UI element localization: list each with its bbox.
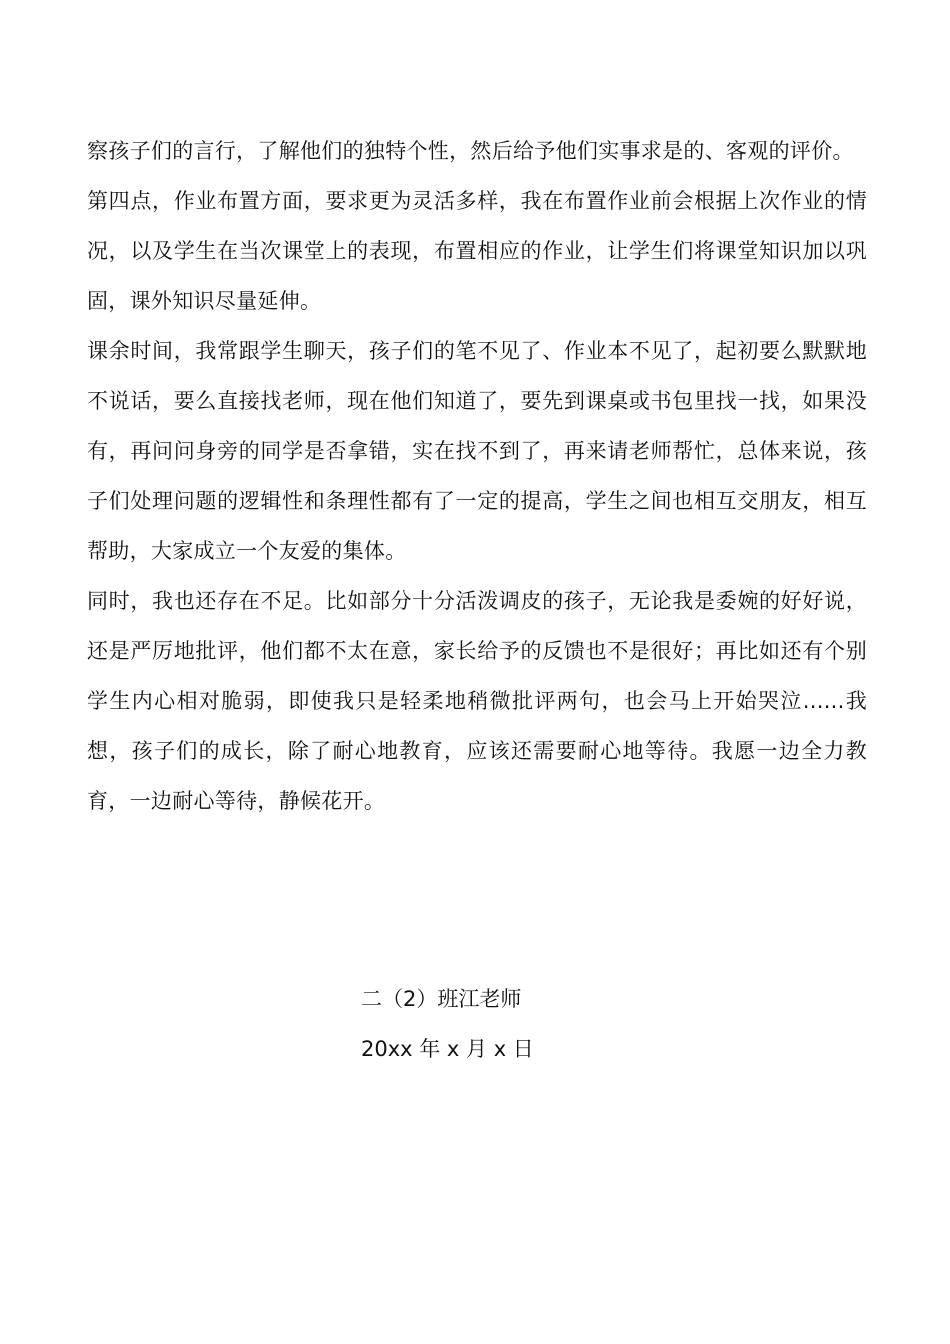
paragraph-1: 察孩子们的言行，了解他们的独特个性，然后给予他们实事求是的、客观的评价。 bbox=[87, 139, 854, 163]
paragraph-2: 第四点，作业布置方面，要求更为灵活多样，我在布置作业前会根据上次作业的情况，以及学生在当次课堂上的表现，布置相应的作业，让学生们将课堂知识加以巩固，课外知识尽量延伸。 bbox=[87, 189, 867, 313]
paragraph-4: 同时，我也还存在不足。比如部分十分活泼调皮的孩子，无论我是委婉的好好说，还是严厉地批评，他们都不太在意，家长给予的反馈也不是很好；再比如还有个别学生内心相对脆弱，即使我只是轻柔地稍微批评两句，也会马上开始哭泣......我想，孩子们的成长，除了耐心地教育，应该还需要耐心地等待。我愿一边全力教育，一边耐心等待，静候花开。 bbox=[87, 589, 867, 813]
signature-block bbox=[361, 974, 681, 1074]
signature-author: 二（2）班江老师 bbox=[361, 987, 522, 1011]
document-body bbox=[87, 126, 867, 826]
signature-date: 20xx 年 x 月 x 日 bbox=[361, 1037, 534, 1061]
paragraph-3: 课余时间，我常跟学生聊天，孩子们的笔不见了、作业本不见了，起初要么默默地不说话，要么直接找老师，现在他们知道了，要先到课桌或书包里找一找，如果没有，再问问身旁的同学是否拿错，实在找不到了，再来请老师帮忙，总体来说，孩子们处理问题的逻辑性和条理性都有了一定的提高，学生之间也相互交朋友，相互帮助，大家成立一个友爱的集体。 bbox=[87, 339, 867, 563]
